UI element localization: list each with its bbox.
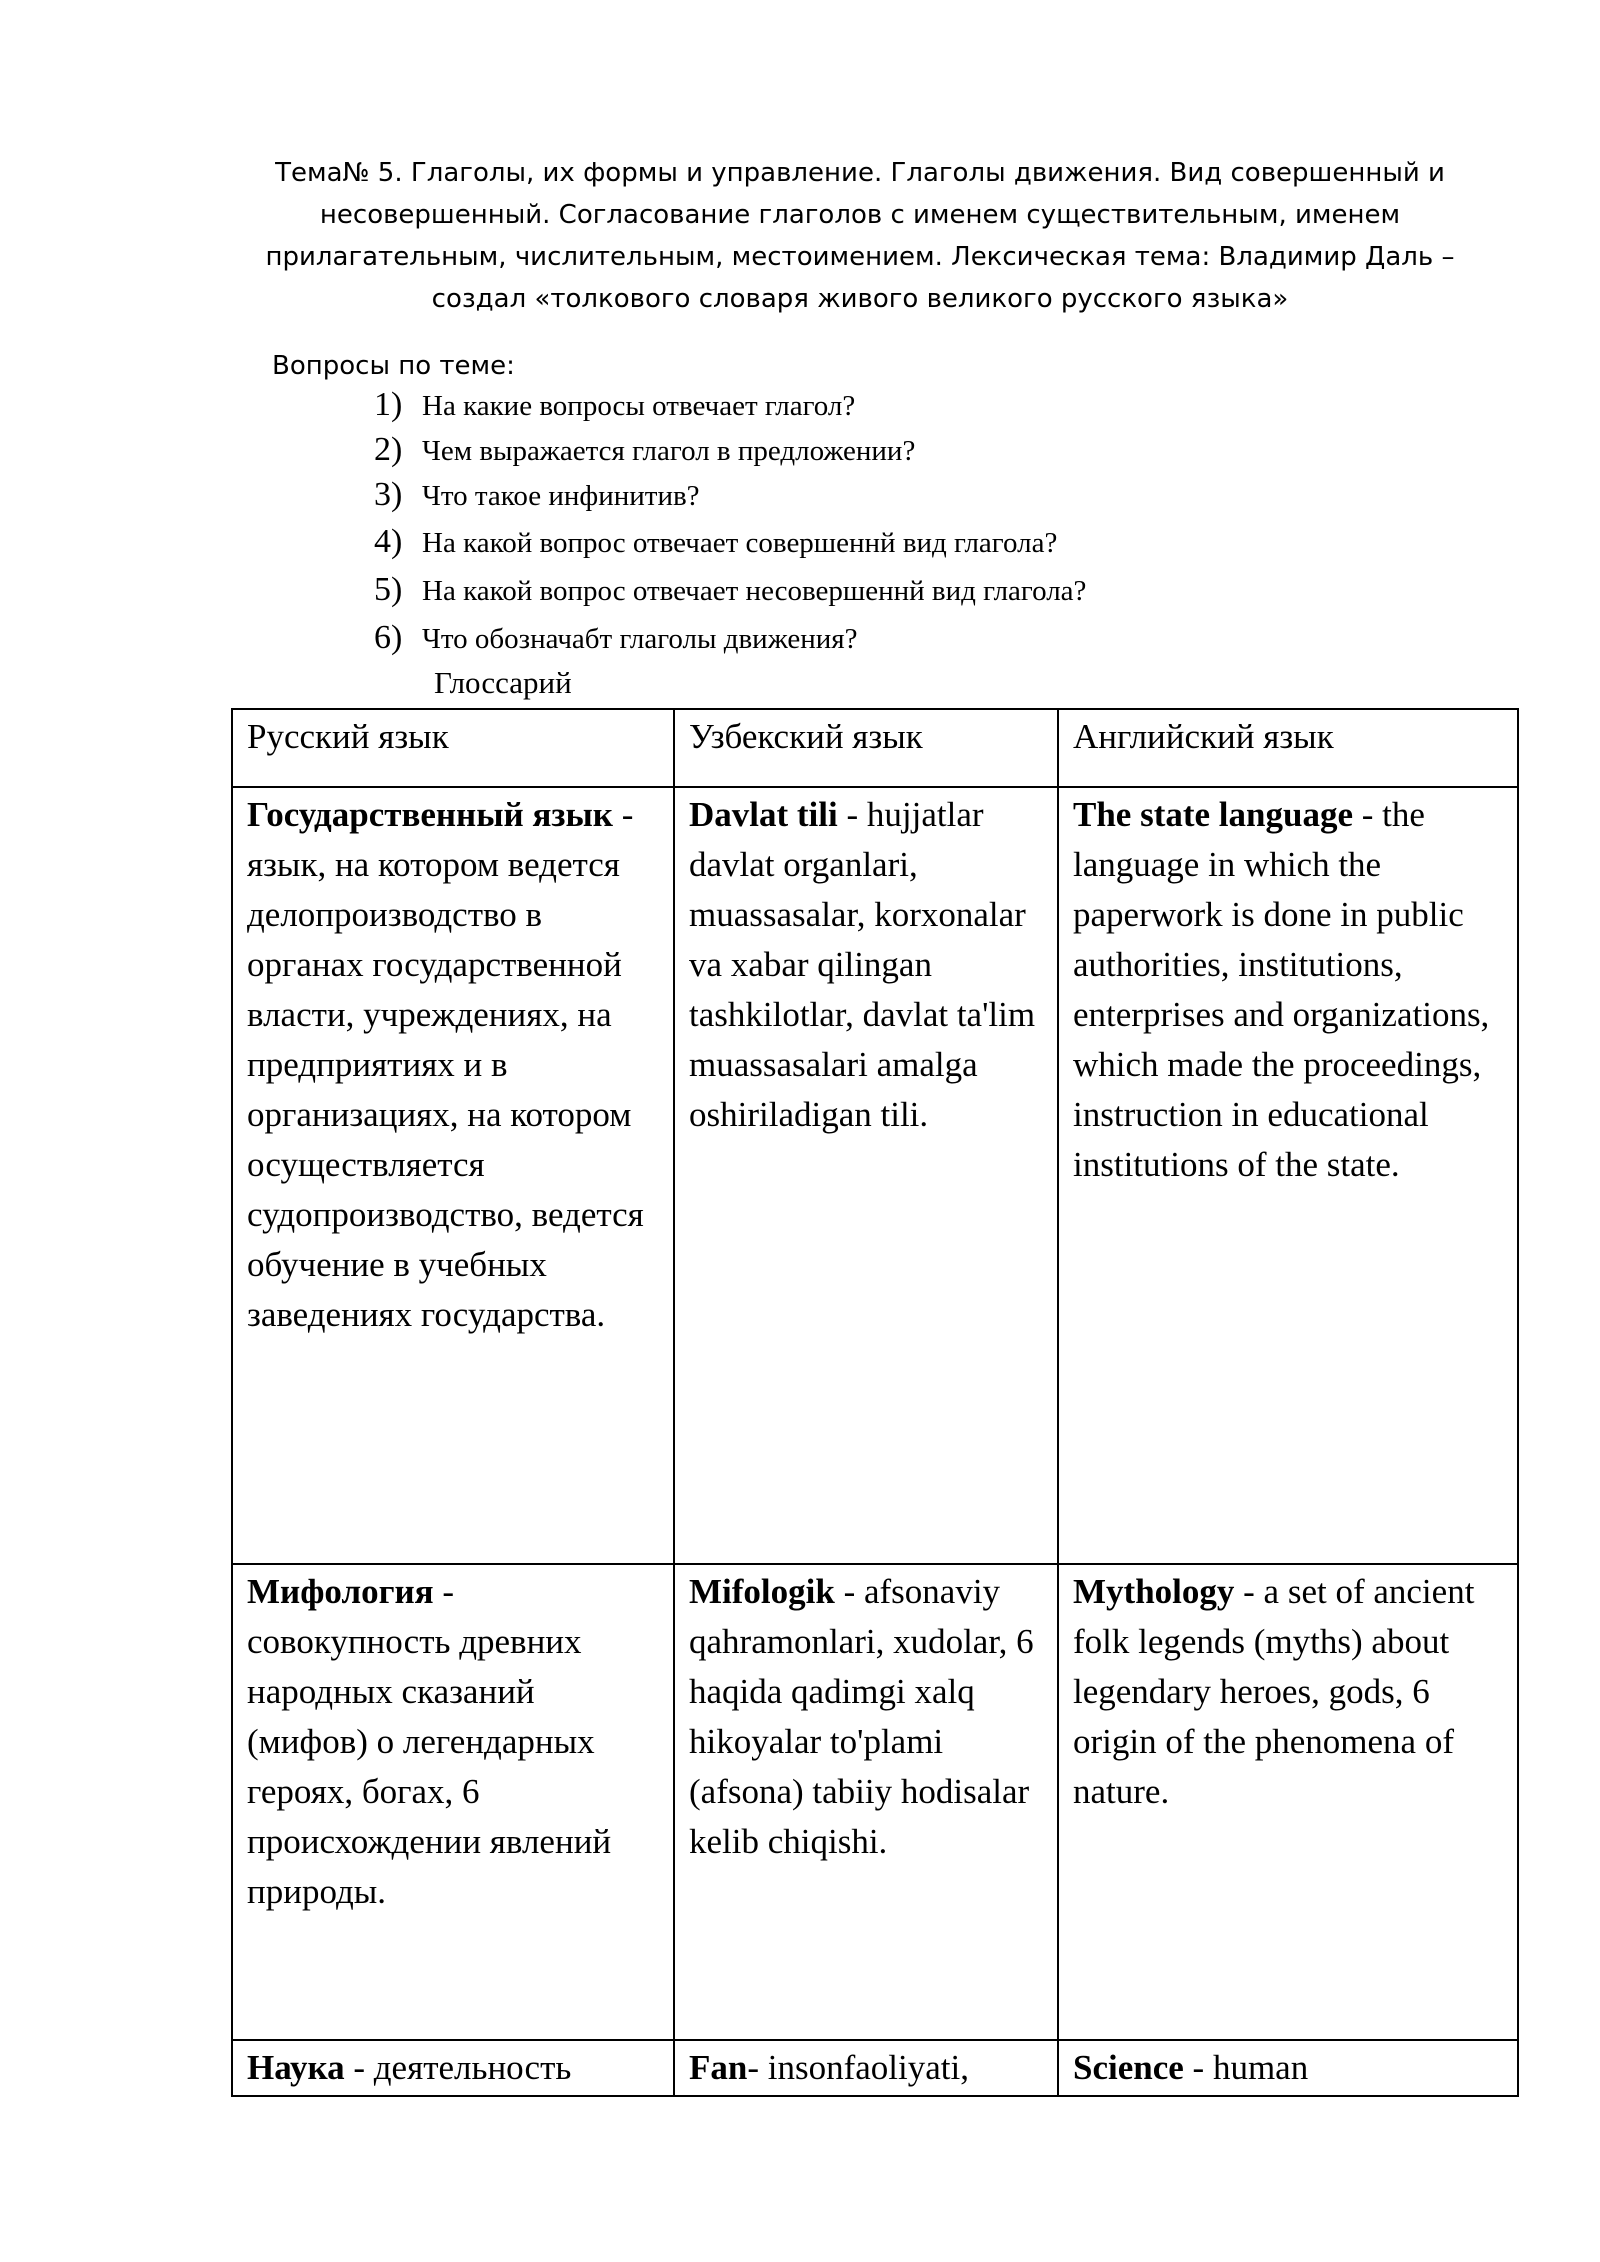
definition: - human xyxy=(1183,2048,1309,2087)
question-number: 5) xyxy=(374,571,403,608)
term: Science xyxy=(1073,2048,1184,2087)
question-number: 4) xyxy=(374,523,403,560)
cell-english xyxy=(1058,2040,1518,2096)
cell-uzbek xyxy=(674,1564,1058,2040)
question-item xyxy=(374,619,1086,664)
cell-english xyxy=(1058,787,1518,1564)
table-header-row xyxy=(232,709,1518,787)
definition: - afsonaviy qahramonlari, xudolar, 6 haqida qadimgi xalq hikoyalar to'plami (afsona) tabiiy hodisalar kelib chiqishi. xyxy=(689,1572,1034,1861)
question-text: Что обозначабт глаголы движения? xyxy=(422,623,858,655)
glossary-table xyxy=(231,708,1519,2097)
definition: - деятельность xyxy=(344,2048,572,2087)
term: The state language xyxy=(1073,795,1353,834)
table-row xyxy=(232,787,1518,1564)
header-uzbek: Узбекский язык xyxy=(674,709,1058,787)
header-russian: Русский язык xyxy=(232,709,674,787)
definition: - hujjatlar davlat organlari, muassasalar, korxonalar va xabar qilingan tashkilotlar, davlat ta'lim muassasalari amalga oshiriladigan tili. xyxy=(689,795,1036,1134)
question-text: Чем выражается глагол в предложении? xyxy=(422,435,916,467)
glossary-heading: Глоссарий xyxy=(434,665,572,700)
term: Fan xyxy=(689,2048,748,2087)
question-number: 2) xyxy=(374,431,403,468)
question-text: Что такое инфинитив? xyxy=(422,480,700,512)
term: Государственный язык xyxy=(247,795,613,834)
term: Mifologik xyxy=(689,1572,835,1611)
header-english: Английский язык xyxy=(1058,709,1518,787)
term: Мифология xyxy=(247,1572,434,1611)
cell-russian xyxy=(232,2040,674,2096)
questions-list xyxy=(374,386,1086,664)
page-title: Тема№ 5. Глаголы, их формы и управление. Глаголы движения. Вид совершенный и несовершенный. Согласование глаголов с именем существительным, именем прилагательным, числительным, местоимением. Лексическая тема: Владимир Даль –создал «толкового словаря живого великого русского языка» xyxy=(265,158,1455,314)
cell-uzbek xyxy=(674,787,1058,1564)
question-item xyxy=(374,431,1086,476)
cell-russian xyxy=(232,1564,674,2040)
question-number: 3) xyxy=(374,476,403,513)
question-item xyxy=(374,571,1086,619)
question-number: 1) xyxy=(374,386,403,423)
cell-english xyxy=(1058,1564,1518,2040)
cell-russian xyxy=(232,787,674,1564)
term: Mythology xyxy=(1073,1572,1235,1611)
definition: - insonfaoliyati, xyxy=(747,2048,969,2087)
question-item xyxy=(374,523,1086,571)
question-item xyxy=(374,386,1086,431)
questions-heading: Вопросы по теме: xyxy=(272,351,515,381)
definition: - a set of ancient folk legends (myths) about legendary heroes, gods, 6 origin of the phenomena of nature. xyxy=(1073,1572,1475,1811)
question-text: На какой вопрос отвечает совершеннй вид глагола? xyxy=(422,527,1058,559)
term: Наука xyxy=(247,2048,345,2087)
question-text: На какой вопрос отвечает несовершеннй вид глагола? xyxy=(422,575,1087,607)
table-row xyxy=(232,2040,1518,2096)
question-item xyxy=(374,476,1086,523)
definition: - совокупность древних народных сказаний (мифов) о легендарных героях, богах, 6 происхождении явлений природы. xyxy=(247,1572,612,1911)
definition: - the language in which the paperwork is done in public authorities, institutions, enterprises and organizations, which made the proceedings, instruction in educational institutions of the state. xyxy=(1073,795,1490,1184)
table-row xyxy=(232,1564,1518,2040)
question-text: На какие вопросы отвечает глагол? xyxy=(422,390,856,422)
question-number: 6) xyxy=(374,619,403,656)
cell-uzbek xyxy=(674,2040,1058,2096)
term: Davlat tili xyxy=(689,795,838,834)
definition: - язык, на котором ведется делопроизводство в органах государственной власти, учреждениях, на предприятиях и в организациях, на котором осуществляется судопроизводство, ведется обучение в учебных заведениях государства. xyxy=(247,795,644,1334)
